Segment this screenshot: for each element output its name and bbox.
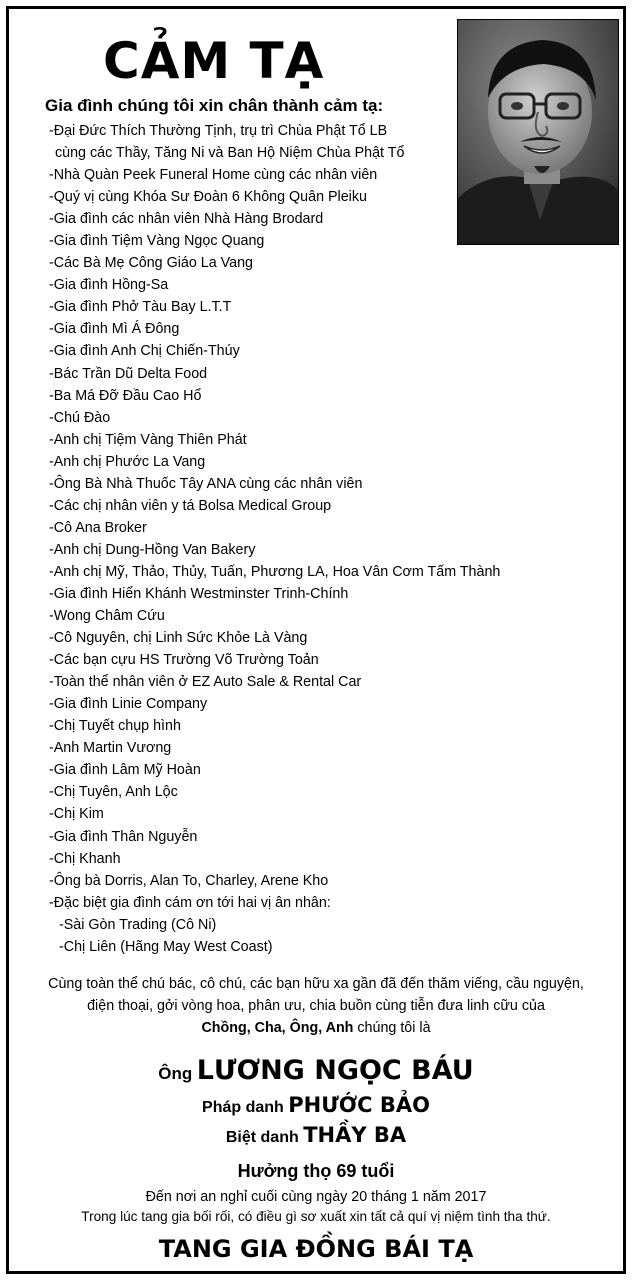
dharma-label: Pháp danh bbox=[202, 1099, 284, 1116]
obituary-notice bbox=[6, 6, 626, 1274]
closing-line-2: điện thoại, gởi vòng hoa, phân ưu, chia buồn cùng tiễn đưa linh cữu của bbox=[87, 998, 545, 1014]
thanks-list-item: -Chị Tuyên, Anh Lộc bbox=[49, 784, 178, 801]
closing-line-3 bbox=[9, 1017, 623, 1039]
relations: Chồng, Cha, Ông, Anh bbox=[201, 1020, 354, 1036]
thanks-list-item: -Gia đình Hồng-Sa bbox=[49, 277, 169, 294]
dharma-name: PHƯỚC BẢO bbox=[288, 1093, 430, 1117]
closing-paragraph bbox=[9, 973, 623, 1039]
thanks-list-item: -Gia đình Thân Nguyễn bbox=[49, 828, 198, 845]
thanks-list bbox=[49, 120, 500, 958]
thanks-list-item: -Bác Trần Dũ Delta Food bbox=[49, 365, 208, 382]
thanks-list-item: -Anh chị Dung-Hồng Van Bakery bbox=[49, 541, 256, 558]
burial-line: Đến nơi an nghỉ cuối cùng ngày 20 tháng 1 năm 2017 bbox=[145, 1189, 487, 1205]
thanks-list-item: -Toàn thể nhân viên ở EZ Auto Sale & Rental Car bbox=[49, 674, 362, 691]
thanks-list-item: -Anh chị Phước La Vang bbox=[49, 453, 206, 470]
thanks-list-item: -Gia đình Anh Chị Chiến-Thúy bbox=[49, 343, 240, 360]
thanks-list-item: -Anh Martin Vương bbox=[49, 740, 172, 757]
thanks-list-item: -Chị Liên (Hãng May West Coast) bbox=[59, 938, 273, 955]
thanks-list-item: -Chị Tuyết chụp hình bbox=[49, 718, 181, 735]
thanks-list-item: -Gia đình Linie Company bbox=[49, 696, 208, 713]
thanks-list-item: -Chị Khanh bbox=[49, 850, 121, 867]
thanks-list-item: -Gia đình Phở Tàu Bay L.T.T bbox=[49, 299, 232, 316]
thanks-list-item: -Gia đình Hiển Khánh Westminster Trinh-Chính bbox=[49, 585, 349, 602]
nickname-label: Biệt danh bbox=[225, 1129, 299, 1146]
deceased-name-line bbox=[9, 1055, 623, 1086]
nickname-line bbox=[9, 1123, 623, 1147]
thanks-list-item: -Đặc biệt gia đình cám ơn tới hai vị ân nhân: bbox=[49, 894, 331, 911]
closing-line-1: Cùng toàn thể chú bác, cô chú, các bạn hữu xa gần đã đến thăm viếng, cầu nguyện, bbox=[48, 976, 584, 992]
thanks-list-item: -Gia đình Mì Á Đông bbox=[49, 321, 180, 338]
thanks-list-item: -Cô Ana Broker bbox=[49, 519, 147, 536]
apology-line: Trong lúc tang gia bối rối, có điều gì sơ xuất xin tất cả quí vị niệm tình tha thứ. bbox=[81, 1209, 551, 1224]
dharma-name-line bbox=[9, 1093, 623, 1117]
thanks-list-item: -Wong Châm Cứu bbox=[49, 608, 165, 625]
thanks-list-item: -Quý vị cùng Khóa Sư Đoàn 6 Không Quân Pleiku bbox=[49, 189, 367, 206]
thanks-list-item: -Ba Má Đỡ Đầu Cao Hổ bbox=[49, 387, 202, 404]
thanks-list-item: -Gia đình Tiệm Vàng Ngọc Quang bbox=[49, 233, 265, 250]
thanks-list-item: -Anh chị Mỹ, Thảo, Thủy, Tuấn, Phương LA, Hoa Vân Cơm Tấm Thành bbox=[49, 563, 501, 580]
thanks-list-item: -Chú Đào bbox=[49, 409, 111, 426]
thanks-list-item: -Đại Đức Thích Thường Tịnh, trụ trì Chùa Phật Tổ LB bbox=[49, 123, 388, 139]
thanks-list-item: -Các Bà Mẹ Công Giáo La Vang bbox=[49, 255, 253, 272]
thanks-list-item: -Các chị nhân viên y tá Bolsa Medical Group bbox=[49, 497, 332, 514]
thanks-list-item: -Gia đình các nhân viên Nhà Hàng Brodard bbox=[49, 211, 324, 228]
thanks-list-item: -Ông bà Dorris, Alan To, Charley, Arene Kho bbox=[49, 872, 329, 889]
intro-line: Gia đình chúng tôi xin chân thành cảm tạ: bbox=[45, 96, 384, 115]
age-line: Hưởng thọ 69 tuổi bbox=[237, 1161, 395, 1181]
nickname: THẦY BA bbox=[303, 1123, 407, 1147]
name-prefix: Ông bbox=[158, 1064, 193, 1083]
thanks-list-item: -Các bạn cựu HS Trường Võ Trường Toản bbox=[49, 652, 319, 669]
thanks-list-item: -Nhà Quàn Peek Funeral Home cùng các nhân viên bbox=[49, 167, 378, 184]
thanks-list-item: cùng các Thầy, Tăng Ni và Ban Hộ Niệm Chùa Phật Tổ bbox=[55, 145, 405, 162]
thanks-list-item: -Cô Nguyên, chị Linh Sức Khỏe Là Vàng bbox=[49, 630, 308, 647]
deceased-name: LƯƠNG NGỌC BÁU bbox=[196, 1055, 474, 1086]
thanks-list-item: -Anh chị Tiệm Vàng Thiên Phát bbox=[49, 431, 247, 448]
thanks-list-item: -Chị Kim bbox=[49, 806, 104, 823]
notice-title: CẢM TẠ bbox=[103, 32, 325, 90]
relations-suffix: chúng tôi là bbox=[353, 1020, 431, 1036]
thanks-list-item: -Gia đình Lâm Mỹ Hoàn bbox=[49, 762, 201, 779]
thanks-list-item: -Sài Gòn Trading (Cô Ni) bbox=[59, 916, 217, 933]
thanks-list-item: -Ông Bà Nhà Thuốc Tây ANA cùng các nhân viên bbox=[49, 475, 363, 492]
signature: TANG GIA ĐỒNG BÁI TẠ bbox=[158, 1235, 474, 1263]
